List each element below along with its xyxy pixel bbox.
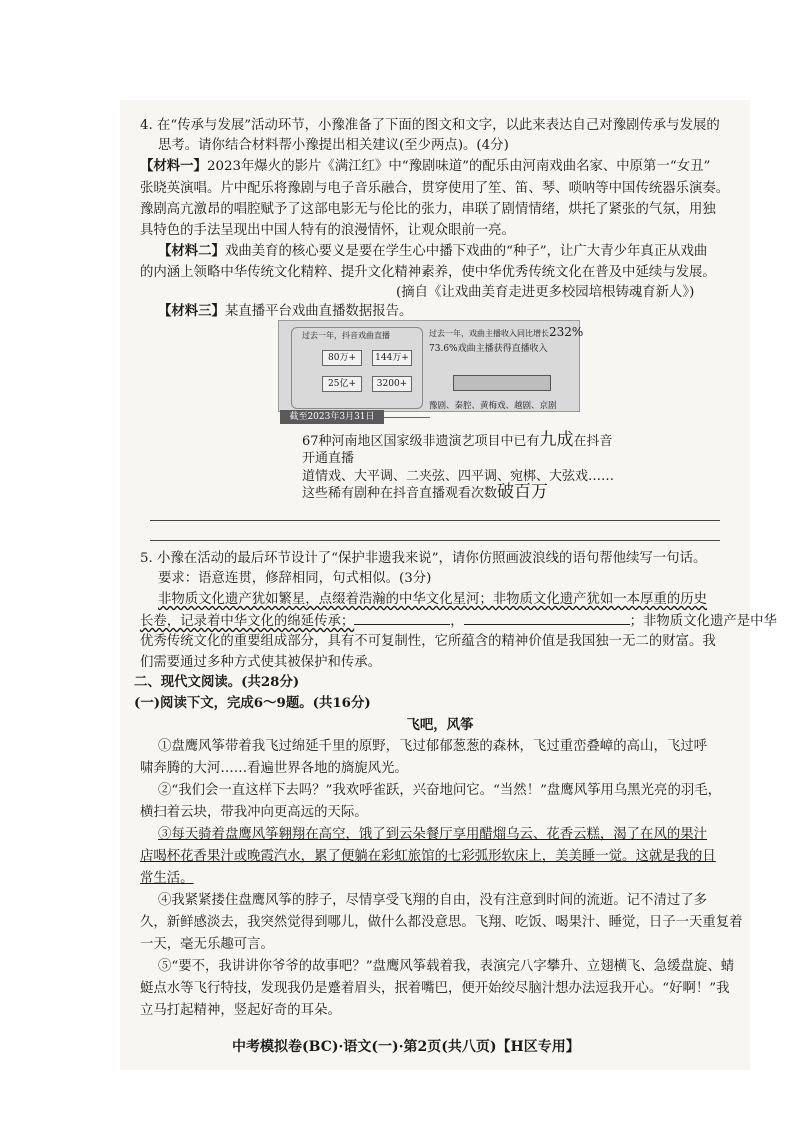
story-p3c: 常生活。: [140, 871, 194, 886]
stat-box-3: 25亿+: [322, 376, 362, 392]
date-divider: [384, 417, 430, 418]
story-p3b: 店喝杯花香果汁或晚霞汽水，累了便躺在彩虹旅馆的七彩弧形软床上，美美睡一觉。这就是我的日: [140, 849, 716, 864]
infographic-text4: [302, 484, 548, 502]
stat-box-2: 144万+: [372, 350, 412, 366]
infographic-text1-big: 九成: [539, 430, 574, 450]
infographic-text4-big: 破百万: [497, 482, 549, 502]
genre-list: 豫剧、秦腔、黄梅戏、越剧、京剧: [429, 401, 557, 411]
q5-after-blank: ；非物质文化遗产是中华: [629, 614, 777, 629]
material2-line1: [158, 243, 758, 260]
story-p1b: 啸奔腾的大河……看遍世界各地的旖旎风光。: [140, 761, 408, 776]
story-p2b: 横扫着云块，带我冲向更高远的天际。: [140, 805, 368, 820]
material2-label: 【材料二】: [158, 243, 225, 259]
story-p5c: 立马打起精神，竖起好奇的耳朵。: [140, 1003, 341, 1018]
income-share-text: 73.6%戏曲主播获得直播收入: [429, 344, 548, 354]
answer-line-2[interactable]: [150, 540, 720, 541]
q5-line4: 优秀传统文化的重要组成部分，具有不可复制性，它所蕴含的精神价值是我国独一无二的财富。我: [140, 634, 716, 649]
story-p4b: 久，新鲜感淡去，我突然觉得到哪儿，做什么都没意思。飞翔、吃饭、喝果汁、睡觉，日子一天重复着: [140, 915, 743, 930]
q5-wave-line2: [140, 612, 777, 630]
q5-wave-line1: [158, 591, 758, 608]
wave-sentence-1: 非物质文化遗产犹如繁星，点缀着浩瀚的中华文化星河；非物质文化遗产犹如一本厚重的历史: [158, 592, 708, 607]
q4-line1: 4. 在“传承与发展”活动环节，小豫准备了下面的图文和文字，以此来表达自己对豫剧传承与发展的: [140, 118, 720, 133]
stats-caption: 过去一年，抖音戏曲直播: [302, 331, 390, 340]
story-p5b: 蜓点水等飞行特技，发现我仍是蹙着眉头，抿着嘴巴，便开始绞尽脑汁想办法逗我开心。“好啊！”我: [140, 981, 730, 996]
q5-line1: 5. 小豫在活动的最后环节设计了“保护非遗我来说”，请你仿照画波浪线的语句帮他续写一句话。: [140, 551, 707, 566]
date-label: 截至2023年3月31日: [280, 410, 384, 424]
infographic-text1: [302, 432, 613, 450]
material2-line2: 的内涵上领略中华传统文化精粹、提升文化精神素养，使中华优秀传统文化在普及中延续与发展。: [140, 265, 716, 280]
material3-label: 【材料三】: [158, 303, 225, 319]
story-p3a: ③每天骑着盘鹰风筝翱翔在高空，饿了到云朵餐厅享用醋熘乌云、花香云糕，渴了在风的果汁: [158, 827, 708, 842]
material1-text1: 2023年爆火的影片《满江红》中“豫剧味道”的配乐由河南戏曲名家、中原第一“女丑”: [206, 159, 711, 174]
story-p1a: ①盘鹰风筝带着我飞过绵延千里的原野，飞过郁郁葱葱的森林，飞过重峦叠嶂的高山，飞过呼: [158, 739, 708, 754]
live-data-infographic: [278, 320, 584, 412]
material3-text: 某直播平台戏曲直播数据报告。: [224, 304, 413, 319]
infographic-income-panel: [425, 323, 584, 411]
story-p5a: ⑤“要不，我讲讲你爷爷的故事吧？”盘鹰风筝载着我，表演完八字攀升、立翅横飞、急缓盘旋、蜻: [158, 959, 735, 974]
material1-label: 【材料一】: [140, 158, 207, 174]
infographic-text1a: 67种河南地区国家级非遗演艺项目中已有: [302, 434, 540, 449]
story-title: 飞吧，风筝: [406, 717, 474, 733]
income-bar: [453, 375, 551, 391]
page-footer: 中考模拟卷(BC)·语文(一)·第2页(共八页)【H区专用】: [232, 1039, 580, 1055]
q5-line5: 们需要通过多种方式使其被保护和传承。: [140, 655, 382, 670]
infographic-stats-panel: [291, 327, 423, 409]
story-p4c: 一天，毫无乐趣可言。: [140, 937, 274, 952]
q5-line2: 要求：语意连贯，修辞相同，句式相似。(3分): [158, 571, 432, 586]
answer-line-1[interactable]: [150, 520, 720, 521]
material1-line2: 张晓英演唱。片中配乐将豫剧与电子音乐融合，贯穿使用了笙、笛、琴、唢呐等中国传统器乐演奏。: [140, 181, 730, 196]
material1-line3: 豫剧高亢激昂的唱腔赋予了这部电影无与伦比的张力，串联了剧情情绪，烘托了紧张的气氛，用独: [140, 202, 716, 217]
fill-blank-1[interactable]: [354, 612, 450, 625]
story-p2a: ②“我们会一直这样下去吗？”我欢呼雀跃，兴奋地问它。“当然！”盘鹰风筝用乌黑光亮的羽毛，: [158, 783, 722, 798]
story-p4a: ④我紧紧搂住盘鹰风筝的脖子，尽情享受飞翔的自由，没有注意到时间的流逝。记不清过了多: [158, 893, 708, 908]
growth-value: 232%: [549, 325, 584, 339]
section2-heading: 二、现代文阅读。(共28分): [134, 674, 300, 690]
fill-blank-2[interactable]: [464, 612, 630, 625]
infographic-text2: 开通直播: [302, 451, 355, 466]
growth-caption: [429, 325, 583, 339]
infographic-text4a: 这些稀有剧种在抖音直播观看次数: [302, 486, 498, 501]
material1-line1: [140, 158, 740, 175]
growth-caption-text: 过去一年，戏曲主播收入同比增长: [429, 329, 549, 338]
q5-comma: ，: [450, 614, 464, 629]
material3-line: [158, 303, 758, 320]
section2-subheading: (一)阅读下文，完成6～9题。(共16分): [134, 695, 371, 711]
stat-box-4: 3200+: [372, 376, 412, 392]
material2-source: (摘自《让戏曲美育走进更多校园培根铸魂育新人》): [396, 285, 695, 300]
material1-line4: 具特色的手法呈现出中国人特有的浪漫情怀，让观众眼前一亮。: [140, 223, 515, 238]
material2-text1: 戏曲美育的核心要义是要在学生心中播下戏曲的“种子”，让广大青少年真正从戏曲: [224, 244, 708, 259]
q4-line2: 思考。请你结合材料帮小豫提出相关建议(至少两点)。(4分): [158, 138, 509, 153]
stat-box-1: 80万+: [322, 350, 362, 366]
infographic-text3: 道情戏、大平调、二夹弦、四平调、宛梆、大弦戏……: [302, 469, 615, 484]
wave-sentence-2: 长卷，记录着中华文化的绵延传承；: [140, 614, 355, 629]
infographic-text1b: 在抖音: [573, 434, 613, 449]
